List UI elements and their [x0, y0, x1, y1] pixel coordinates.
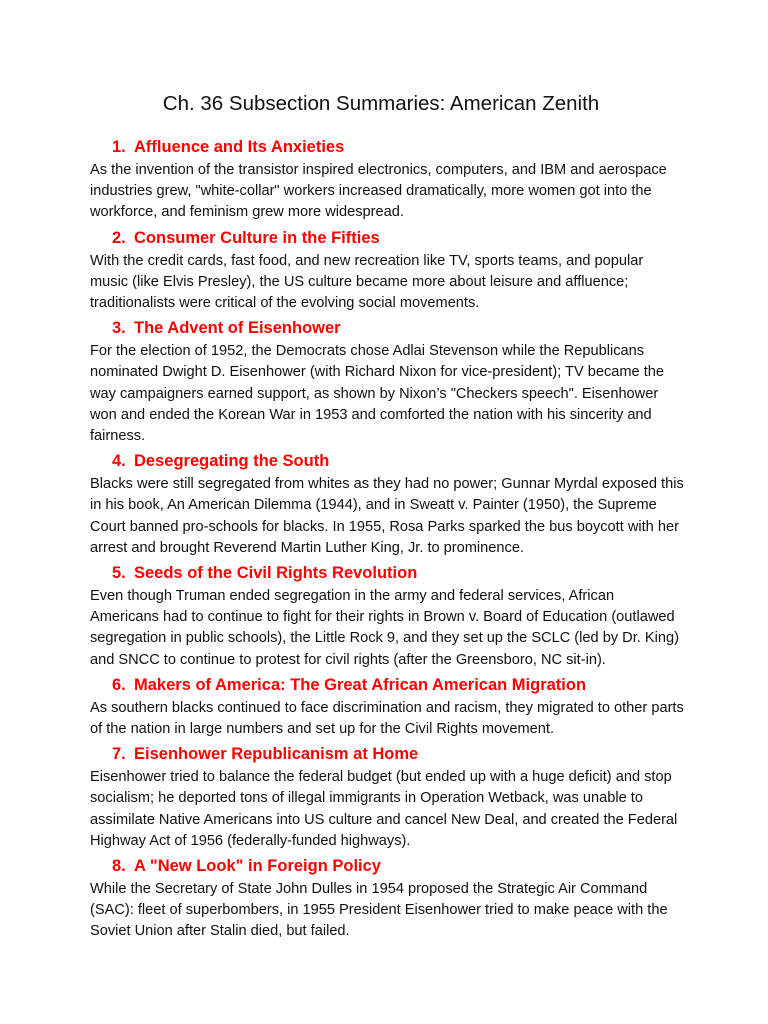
section-title: Eisenhower Republicanism at Home — [134, 745, 419, 764]
section-number: 1. — [112, 138, 126, 156]
section-heading — [112, 318, 684, 338]
section-title: Makers of America: The Great African American Migration — [134, 675, 587, 694]
section-body: As the invention of the transistor inspired electronics, computers, and IBM and aerospace industries grew, "white-collar" workers increased dramatically, more women got into the workforce, and feminism grew more widespread. — [90, 162, 667, 221]
section-number: 6. — [112, 675, 126, 694]
section-number: 4. — [112, 452, 126, 471]
section-heading — [112, 563, 684, 583]
section-heading — [112, 744, 684, 764]
section-7 — [90, 744, 684, 852]
section-heading — [112, 228, 684, 248]
section-heading — [112, 856, 684, 876]
section-title: A "New Look" in Foreign Policy — [134, 857, 381, 876]
section-title: Desegregating the South — [134, 452, 330, 471]
section-title: Consumer Culture in the Fifties — [134, 228, 380, 247]
section-body: Eisenhower tried to balance the federal budget (but ended up with a huge deficit) and stop socialism; he deported tons of illegal immigrants in Operation Wetback, was unable to assimilate Native Americans into US culture and cancel New Deal, and created the Federal Highway Act of 1956 (federally-funded highways). — [90, 769, 678, 849]
section-heading — [112, 451, 684, 471]
section-5 — [90, 563, 684, 671]
section-heading — [112, 137, 684, 157]
section-number: 3. — [112, 319, 126, 338]
page-title: Ch. 36 Subsection Summaries: American Zenith — [162, 92, 600, 115]
section-1 — [90, 137, 684, 224]
section-number: 7. — [112, 745, 126, 764]
section-body: For the election of 1952, the Democrats chose Adlai Stevenson while the Republicans nominated Dwight D. Eisenhower (with Richard Nixon for vice-president); TV became the way campaigners earned support, as shown by Nixon’s "Checkers speech". Eisenhower won and ended the Korean War in 1953 and comforted the nation with his sincerity and fairness. — [90, 343, 665, 445]
section-8 — [90, 856, 684, 943]
section-number: 2. — [112, 228, 126, 247]
section-3 — [90, 318, 684, 447]
section-body: As southern blacks continued to face discrimination and racism, they migrated to other parts of the nation in large numbers and set up for the Civil Rights movement. — [90, 699, 684, 738]
section-6 — [90, 675, 684, 740]
section-number: 5. — [112, 564, 126, 583]
section-body: While the Secretary of State John Dulles in 1954 proposed the Strategic Air Command (SAC): fleet of superbombers, in 1955 President Eisenhower tried to make peace with the Soviet Union after Stalin died, but failed. — [90, 881, 668, 940]
section-title: Seeds of the Civil Rights Revolution — [134, 564, 418, 583]
section-number: 8. — [112, 857, 126, 876]
section-heading — [112, 675, 684, 695]
section-title: Affluence and Its Anxieties — [134, 138, 345, 156]
section-body: Even though Truman ended segregation in the army and federal services, African Americans had to continue to fight for their rights in Brown v. Board of Education (outlawed segregation in public schools), the Little Rock 9, and they set up the SCLC (led by Dr. King) and SNCC to continue to protest for civil rights (after the Greensboro, NC sit-in). — [90, 588, 679, 668]
section-body: Blacks were still segregated from whites as they had no power; Gunnar Myrdal exposed this in his book, An American Dilemma (1944), and in Sweatt v. Painter (1950), the Supreme Court banned pro-schools for blacks. In 1955, Rosa Parks sparked the bus boycott with her arrest and brought Reverend Martin Luther King, Jr. to prominence. — [90, 476, 684, 556]
section-body: With the credit cards, fast food, and new recreation like TV, sports teams, and popular music (like Elvis Presley), the US culture became more about leisure and affluence; traditionalists were critical of the evolving social movements. — [90, 252, 644, 312]
section-4 — [90, 451, 684, 559]
section-2 — [90, 228, 684, 315]
section-title: The Advent of Eisenhower — [134, 319, 341, 338]
